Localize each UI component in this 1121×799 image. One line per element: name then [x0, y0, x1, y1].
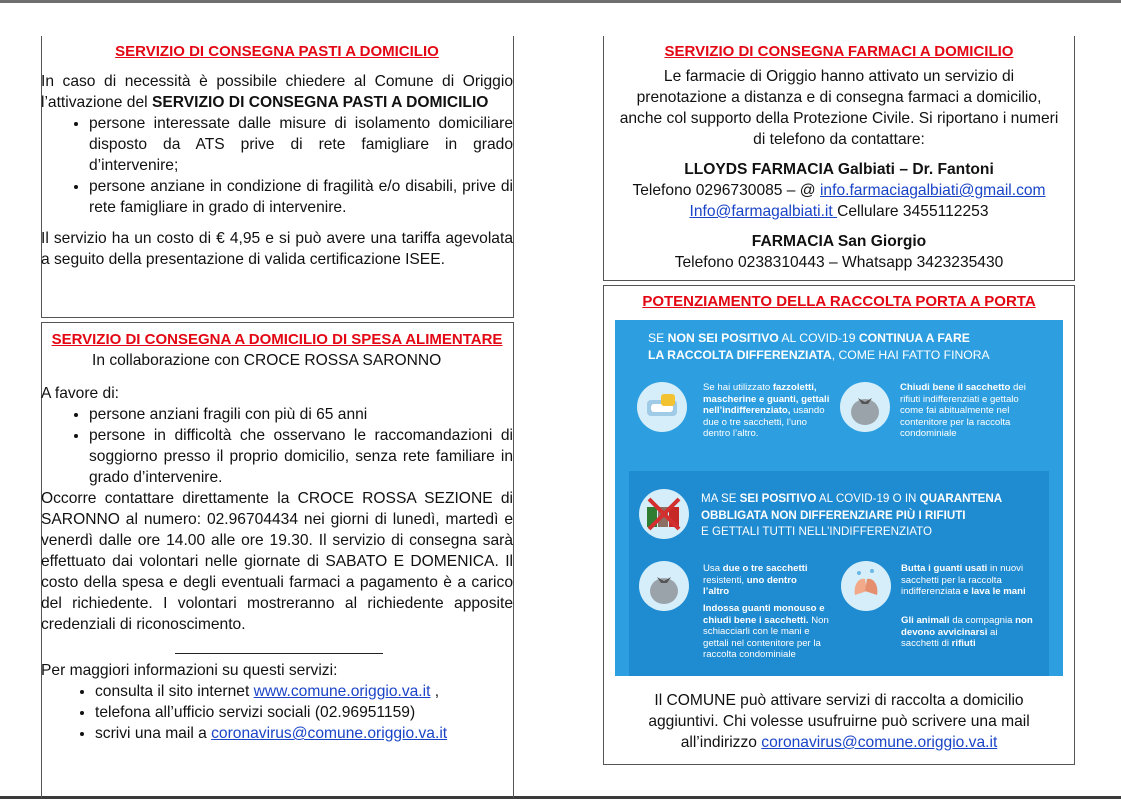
c4-bold: Butta i guanti usati	[901, 563, 988, 574]
farmacia-1-email-link[interactable]: info.farmaciagalbiati@gmail.com	[819, 182, 1046, 199]
raccolta-email-link[interactable]: coronavirus@comune.origgio.va.it	[761, 734, 998, 751]
hdr2-b: , COME HAI FATTO FINORA	[831, 348, 990, 362]
pasti-cost: Il servizio ha un costo di € 4,95 e si può avere una tariffa agevolata a seguito della presentazione di valida certificazione ISEE.	[41, 230, 513, 268]
raccolta-outro	[603, 690, 1075, 753]
info-cell-1	[703, 382, 833, 440]
spesa-bullets	[41, 404, 513, 488]
c4b-bold2: non devono avvicinarsi	[901, 615, 1033, 638]
hdr3-a: MA SE	[701, 492, 740, 505]
pasti-title: SERVIZIO DI CONSEGNA PASTI A DOMICILIO	[115, 43, 439, 60]
farmaci-section	[603, 42, 1075, 273]
farmacia-1-email2-link[interactable]: Info@farmagalbiati.it	[689, 203, 838, 220]
hdr2-a: LA RACCOLTA DIFFERENZIATA	[648, 348, 832, 362]
trash-bag-icon-svg	[840, 382, 890, 432]
trash-bag-icon	[840, 382, 890, 432]
c3-bold2: uno dentro l’altro	[703, 574, 797, 598]
list-item: • persone anziani fragili con più di 65 anni	[89, 404, 513, 425]
spesa-body: Occorre contattare direttamente la CROCE ROSSA SEZIONE di SARONNO al numero: 02.96704434 nei giorni di lunedì, martedì e venerdì dalle ore 14.00 alle ore 19.30. Il servizio di consegna sarà effettuato dai volontari nelle giornate di SABATO E DOMENICA. Il costo della spesa e degli eventuali farmaci a pagamento è a carico del richiedente. I volontari mostreranno al richiedente apposite credenziali di riconoscimento.	[41, 490, 513, 633]
hdr4: OBBLIGATA NON DIFFERENZIARE PIÙ I RIFIUTI	[701, 508, 966, 522]
c2-bold: Chiudi bene il sacchetto	[900, 382, 1011, 393]
list-item	[95, 681, 513, 702]
spesa-title: SERVIZIO DI CONSEGNA A DOMICILIO DI SPESA ALIMENTARE	[51, 331, 503, 348]
farmacia-2-tel: Telefono 0238310443 – Whatsapp 3423235430	[674, 254, 1004, 271]
info-b1-pre: consulta il sito internet	[95, 683, 254, 700]
farmacia-1-cell-text: Cellulare 3455112253	[837, 203, 989, 220]
farmaci-intro: Le farmacie di Origgio hanno attivato un servizio di prenotazione a distanza e di consegna farmaci a domicilio, anche col supporto della Protezione Civile. Si riportano i numeri di telefono da contattare:	[619, 68, 1059, 148]
c1-bold: fazzoletti, mascherine e guanti, gettali nell’indifferenziato,	[703, 382, 830, 417]
hdr1-c: AL COVID-19	[778, 331, 859, 345]
masks-gloves-icon	[637, 382, 687, 432]
masks-gloves-icon-svg	[637, 382, 687, 432]
c1-pre: Se hai utilizzato	[703, 382, 773, 393]
info-b3-pre: scrivi una mail a	[95, 725, 212, 742]
website-link[interactable]: www.comune.origgio.va.it	[253, 683, 431, 700]
divider	[175, 653, 383, 654]
c3-pre: Usa	[703, 563, 723, 574]
farmacia-1-tel-text: Telefono 0296730085 – @	[632, 182, 820, 199]
list-item: • persone interessate dalle misure di isolamento domiciliare disposto da ATS prive di rete famigliare in grado d’intervenire;	[89, 113, 513, 176]
list-item: • persone in difficoltà che osservano le raccomandazioni di soggiorno presso il proprio domicilio, senza rete familiare in grado d’intervenire.	[89, 425, 513, 488]
info-cell-3	[703, 563, 823, 598]
hdr3-c: AL COVID-19 O IN	[816, 492, 920, 505]
pasti-intro-text: In caso di necessità è possibile chiedere al Comune di Origgio l’attivazione del	[41, 73, 513, 111]
c3b-post: Non schiacciarli con le mani e gettali nel contenitore per la raccolta condominiale	[703, 614, 829, 661]
email-link[interactable]: coronavirus@comune.origgio.va.it	[211, 725, 448, 742]
info-header-1	[648, 330, 990, 364]
farmacia-1-tel	[603, 180, 1075, 201]
info-header-2	[701, 491, 1002, 541]
info-cell-4b	[901, 615, 1035, 650]
bags-icon-svg	[639, 561, 689, 611]
c4-post: in nuovi sacchetti per la raccolta indifferenziata	[901, 563, 1024, 598]
info-b1-post: ,	[430, 683, 440, 700]
raccolta-outro-text: Il COMUNE può attivare servizi di raccolta a domicilio aggiuntivi. Chi volesse usufruirne può scrivere una mail all’indirizzo	[648, 692, 1030, 751]
pasti-bullets	[41, 113, 513, 218]
spesa-subtitle-text: In collaborazione con CROCE ROSSA SARONNO	[92, 352, 442, 369]
covid-waste-infographic	[615, 320, 1063, 676]
spesa-section	[41, 330, 513, 744]
c3-mid: resistenti,	[703, 574, 747, 586]
c1-post: usando due o tre sacchetti, l’uno dentro l’altro.	[703, 405, 825, 440]
farmacia-1-name-text: LLOYDS FARMACIA Galbiati – Dr. Fantoni	[684, 161, 994, 178]
pasti-intro	[41, 71, 513, 113]
list-item: • persone anziane in condizione di fragilità e/o disabili, prive di rete famigliare in grado di intervenire.	[89, 176, 513, 218]
farmaci-title: SERVIZIO DI CONSEGNA FARMACI A DOMICILIO	[664, 43, 1014, 60]
info-intro: Per maggiori informazioni su questi servizi:	[41, 662, 338, 679]
wash-hands-icon	[841, 561, 891, 611]
c4b-bold: Gli animali	[901, 615, 950, 626]
info-cell-3b	[703, 603, 829, 661]
info-cell-2	[900, 382, 1040, 440]
farmacia-2-name-text: FARMACIA San Giorgio	[751, 233, 927, 250]
list-item: • telefona all’ufficio servizi sociali (02.96951159)	[95, 702, 513, 723]
c3-bold: due o tre sacchetti	[722, 563, 808, 574]
top-border	[0, 0, 1121, 3]
hdr1-b: NON SEI POSITIVO	[667, 331, 779, 345]
positive-panel	[629, 471, 1049, 676]
farmacia-1-cell	[603, 201, 1075, 222]
raccolta-section	[603, 292, 1075, 762]
hdr5: E GETTALI TUTTI NELL’INDIFFERENZIATO	[701, 525, 933, 538]
c4b-bold3: rifiuti	[951, 638, 976, 650]
bags-icon	[639, 561, 689, 611]
spesa-favore: A favore di:	[41, 385, 120, 402]
hdr3-d: QUARANTENA	[919, 492, 1003, 505]
c3b-bold: Indossa guanti monouso e chiudi bene i sacchetti.	[703, 603, 825, 626]
raccolta-title: POTENZIAMENTO DELLA RACCOLTA PORTA A PORTA	[642, 293, 1036, 310]
wash-hands-icon-svg	[841, 561, 891, 611]
c4b-mid: da compagnia	[949, 615, 1016, 626]
pasti-section	[41, 42, 513, 270]
hdr3-b: SEI POSITIVO	[739, 492, 817, 505]
pasti-intro-bold: SERVIZIO DI CONSEGNA PASTI A DOMICILIO	[151, 94, 489, 111]
spesa-subtitle	[41, 350, 513, 371]
no-sort-bins-icon-svg	[639, 489, 689, 539]
c4-bold2: e lava le mani	[963, 586, 1026, 598]
info-bullets	[41, 681, 513, 744]
list-item	[95, 723, 513, 744]
c4b-mid2: ai sacchetti di	[901, 626, 998, 650]
farmacia-1-name	[603, 159, 1075, 180]
no-sort-bins-icon	[639, 489, 689, 539]
hdr1-a: SE	[648, 331, 668, 345]
info-cell-4	[901, 563, 1041, 598]
c2-post: dei rifiuti indifferenziati e gettalo come fai abitualmente nel contenitore per la raccolta condominiale	[900, 382, 1026, 440]
hdr1-d: CONTINUA A FARE	[858, 331, 970, 345]
farmacia-2-name	[603, 231, 1075, 252]
